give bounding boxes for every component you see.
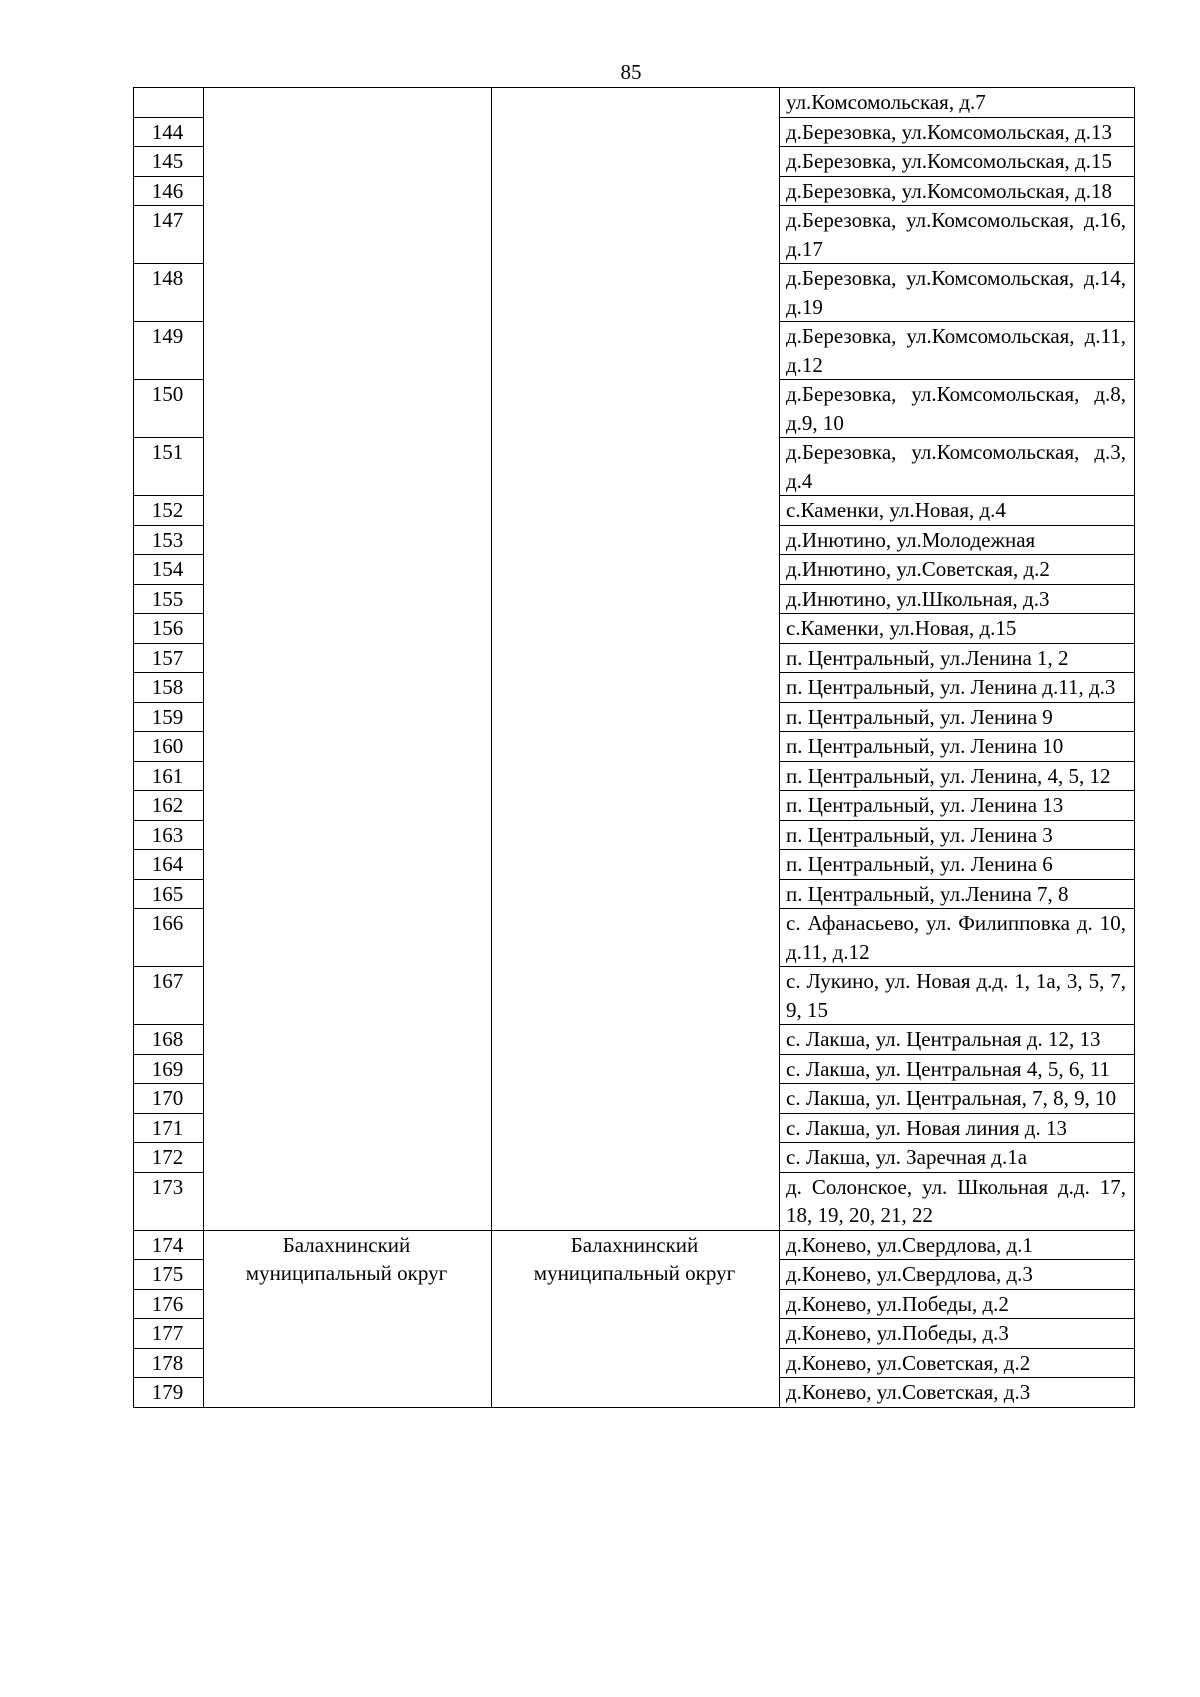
row-number: 157	[134, 643, 204, 673]
address-cell: д.Конево, ул.Свердлова, д.1	[780, 1230, 1135, 1260]
address-cell: п. Центральный, ул. Ленина, 4, 5, 12	[780, 761, 1135, 791]
address-cell: п. Центральный, ул.Ленина 7, 8	[780, 879, 1135, 909]
municipality-cell	[492, 88, 780, 1231]
address-table	[133, 87, 1135, 1408]
table-row	[134, 88, 1135, 118]
address-cell: п. Центральный, ул. Ленина 10	[780, 732, 1135, 762]
address-cell: д.Инютино, ул.Молодежная	[780, 525, 1135, 555]
row-number: 171	[134, 1113, 204, 1143]
row-number: 153	[134, 525, 204, 555]
address-cell: с. Лакша, ул. Заречная д.1а	[780, 1143, 1135, 1173]
row-number: 158	[134, 673, 204, 703]
row-number: 179	[134, 1378, 204, 1408]
address-cell: д. Солонское, ул. Школьная д.д. 17, 18, 19, 20, 21, 22	[780, 1172, 1135, 1230]
row-number: 152	[134, 496, 204, 526]
address-cell: п. Центральный, ул. Ленина 3	[780, 820, 1135, 850]
row-number: 159	[134, 702, 204, 732]
row-number	[134, 88, 204, 118]
address-cell: с. Афанасьево, ул. Филипповка д. 10, д.11, д.12	[780, 909, 1135, 967]
row-number: 160	[134, 732, 204, 762]
row-number: 162	[134, 791, 204, 821]
row-number: 166	[134, 909, 204, 967]
district-cell	[204, 88, 492, 1231]
address-cell: д.Конево, ул.Победы, д.2	[780, 1289, 1135, 1319]
address-cell: д.Конево, ул.Советская, д.2	[780, 1348, 1135, 1378]
row-number: 155	[134, 584, 204, 614]
address-cell: д.Березовка, ул.Комсомольская, д.11, д.12	[780, 322, 1135, 380]
row-number: 176	[134, 1289, 204, 1319]
table-row	[134, 1230, 1135, 1260]
row-number: 161	[134, 761, 204, 791]
address-cell: д.Инютино, ул.Советская, д.2	[780, 555, 1135, 585]
address-table-body	[134, 88, 1135, 1408]
address-cell: д.Березовка, ул.Комсомольская, д.8, д.9, 10	[780, 380, 1135, 438]
municipality-cell: Балахнинский муниципальный округ	[492, 1230, 780, 1407]
row-number: 177	[134, 1319, 204, 1349]
address-cell: с. Лакша, ул. Центральная 4, 5, 6, 11	[780, 1054, 1135, 1084]
row-number: 165	[134, 879, 204, 909]
address-cell: д.Конево, ул.Победы, д.3	[780, 1319, 1135, 1349]
row-number: 178	[134, 1348, 204, 1378]
address-cell: п. Центральный, ул. Ленина д.11, д.3	[780, 673, 1135, 703]
address-cell: д.Березовка, ул.Комсомольская, д.18	[780, 176, 1135, 206]
address-cell: с. Лакша, ул. Центральная, 7, 8, 9, 10	[780, 1084, 1135, 1114]
address-cell: с. Лукино, ул. Новая д.д. 1, 1а, 3, 5, 7, 9, 15	[780, 967, 1135, 1025]
address-cell: п. Центральный, ул. Ленина 9	[780, 702, 1135, 732]
row-number: 144	[134, 117, 204, 147]
row-number: 163	[134, 820, 204, 850]
row-number: 168	[134, 1025, 204, 1055]
address-cell: д.Березовка, ул.Комсомольская, д.15	[780, 147, 1135, 177]
row-number: 170	[134, 1084, 204, 1114]
address-cell: ул.Комсомольская, д.7	[780, 88, 1135, 118]
row-number: 167	[134, 967, 204, 1025]
address-cell: п. Центральный, ул. Ленина 13	[780, 791, 1135, 821]
row-number: 151	[134, 438, 204, 496]
row-number: 146	[134, 176, 204, 206]
address-cell: д.Инютино, ул.Школьная, д.3	[780, 584, 1135, 614]
address-cell: д.Березовка, ул.Комсомольская, д.16, д.17	[780, 206, 1135, 264]
row-number: 156	[134, 614, 204, 644]
row-number: 175	[134, 1260, 204, 1290]
address-cell: п. Центральный, ул.Ленина 1, 2	[780, 643, 1135, 673]
district-cell: Балахнинский муниципальный округ	[204, 1230, 492, 1407]
row-number: 147	[134, 206, 204, 264]
row-number: 145	[134, 147, 204, 177]
row-number: 174	[134, 1230, 204, 1260]
address-cell: с. Лакша, ул. Центральная д. 12, 13	[780, 1025, 1135, 1055]
address-cell: д.Березовка, ул.Комсомольская, д.14, д.19	[780, 264, 1135, 322]
address-cell: д.Березовка, ул.Комсомольская, д.13	[780, 117, 1135, 147]
row-number: 148	[134, 264, 204, 322]
address-cell: д.Конево, ул.Свердлова, д.3	[780, 1260, 1135, 1290]
address-cell: д.Конево, ул.Советская, д.3	[780, 1378, 1135, 1408]
row-number: 173	[134, 1172, 204, 1230]
address-cell: п. Центральный, ул. Ленина 6	[780, 850, 1135, 880]
row-number: 150	[134, 380, 204, 438]
address-cell: с.Каменки, ул.Новая, д.15	[780, 614, 1135, 644]
row-number: 169	[134, 1054, 204, 1084]
address-cell: с. Лакша, ул. Новая линия д. 13	[780, 1113, 1135, 1143]
row-number: 164	[134, 850, 204, 880]
address-cell: с.Каменки, ул.Новая, д.4	[780, 496, 1135, 526]
address-cell: д.Березовка, ул.Комсомольская, д.3, д.4	[780, 438, 1135, 496]
row-number: 154	[134, 555, 204, 585]
row-number: 149	[134, 322, 204, 380]
page-number: 85	[620, 60, 642, 84]
row-number: 172	[134, 1143, 204, 1173]
